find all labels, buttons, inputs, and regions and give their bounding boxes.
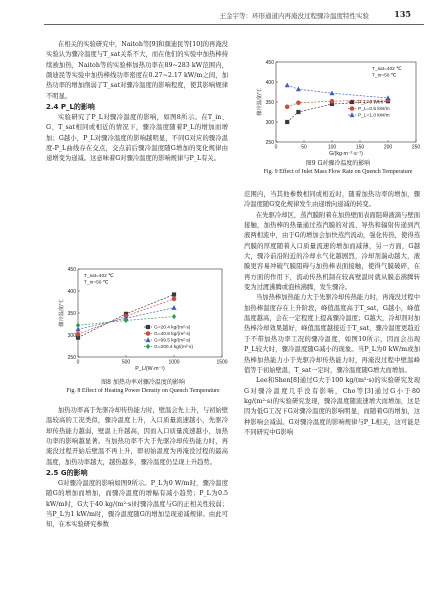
right-column-text [244, 190, 420, 438]
legend-marker [146, 331, 151, 336]
fig8-caption-en: Fig. 8 Effect of Heating Power Density on Quench Temperature [66, 388, 220, 394]
left-column-bottom [46, 406, 228, 531]
x-tick-label: 250 [411, 144, 420, 151]
y-tick-label: 300 [67, 332, 76, 339]
chart-annotation: T_in=50 ℃ [84, 280, 109, 286]
x-tick-label: 100 [327, 144, 337, 151]
y-tick-label: 450 [265, 59, 274, 66]
legend-label: G=99.5 kg/(m²·s) [154, 338, 191, 344]
data-point [172, 305, 177, 310]
x-tick-label: 150 [355, 144, 365, 151]
fig8-chart [48, 265, 228, 377]
section-heading-g: 2.5 G的影响 [46, 469, 88, 478]
fig8-caption-cn: 图8 加热功率对骤冷温度的影响 [101, 379, 185, 386]
data-point [172, 292, 176, 296]
paragraph: 实验研究了P_L对骤冷温度的影响，如图8所示。在T_in、G、T_sat相同或相近的情况下，骤冷温度随着P_L的增加而增加；G越小，P_L对骤冷温度的影响越明显，不同G对应的骤冷温度-P_L曲线存在交点，交点前后骤冷温度随G增加的变化规律由递增变为递减。这意味着G对骤冷温度的影响规律与P_L有关。 [46, 114, 228, 163]
running-title: 王金宇等：环形通道内再淹没过程骤冷温度特性实验 [219, 12, 369, 20]
data-point [285, 83, 290, 88]
figure-9-captions [244, 160, 420, 176]
series-line [287, 85, 388, 98]
x-tick-label: 1500 [216, 359, 228, 366]
y-tick-label: 400 [265, 79, 274, 86]
chart-annotation: T_in=50 ℃ [372, 73, 397, 79]
paragraph: 加热功率高于先驱冷却传热能力时，壁温会先上升，与初始壁温较高的工况类似，骤冷温度上升，入口质量流速越小，先驱冷却传热能力越弱，壁温上升越高，因而入口质量流速越小，加热功率的影响越显著。当加热功率不大于先驱冷却传热能力时，再淹没过程开始后壁温不再上升，即初始温度为再淹没过程的最高温度，加热功率越大，越热越多，骤冷温度仍呈现上升趋势。 [46, 407, 229, 466]
y-tick-label: 350 [265, 99, 274, 106]
x-tick-label: 0 [76, 359, 80, 366]
data-point [386, 95, 391, 100]
x-axis-label: P_L/(W·m⁻¹) [135, 366, 165, 372]
data-point [296, 110, 300, 114]
y-tick-label: 400 [67, 288, 76, 295]
legend-label: G=200.4 kg/(m²·s) [154, 345, 194, 351]
y-axis-label: 骤冷温度/℃ [257, 88, 263, 116]
paragraph: Lee和Shen[8]通过G大于100 kg/(m²·s)的实验研究发现G对骤冷温度几乎没有影响，Cho等[3]通过G小于80 kg/(m²·s)的实验研究发现，骤冷温度随流速增大而增加，这是因为低G工况下G对骤冷温度的影响明显，而随着G的增加，这种影响会减弱。G对骤冷温度的影响规律与P_L相关，这可能是不同研究中G影响 [244, 377, 420, 436]
fig9-caption-en: Fig. 9 Effect of Inlet Mass Flow Rate on Quench Temperature [263, 169, 413, 175]
paragraph: 当加热棒加热能力大于先驱冷却传热能力时，再淹没过程中加热棒温度存在上升阶段，峰值温度高于T_sat，G越小，峰值温度越高，会在一定程度上提高骤冷温度；G越大，冷却剂对加热棒冷却效果越好，峰值温度越接近于T_sat，骤冷温度更趋近于不带加热功率工况的骤冷温度，如图10所示，因而会出现P_L较大时，骤冷温度随G减小的现象。当P_L为0 kW/m或加热棒加热能力小于先驱冷却传热能力时，再淹没过程中壁温峰值等于初始壁温，T_sat一定时，骤冷温度随G增大而增加。 [244, 294, 420, 374]
chart-annotation: T_sat=402 ℃ [372, 67, 402, 72]
figure-8-captions [46, 379, 228, 395]
legend-marker [146, 337, 151, 342]
y-axis-label: 骤冷温度/℃ [59, 299, 65, 327]
data-point [76, 323, 80, 328]
data-point [76, 332, 81, 337]
legend-label: P_L=0 W/m [358, 100, 384, 106]
data-point [285, 105, 290, 110]
paragraph: 范围内，当其他参数相同或相近时，随着加热功率的增加，骤冷温度随G变化规律发生由递增向递减的转变。 [244, 191, 420, 209]
section-heading-pl: 2.4 P_L的影响 [46, 103, 95, 112]
data-point [296, 87, 301, 92]
legend-marker [350, 106, 355, 111]
legend-label: G=20.4 kg/(m²·s) [154, 325, 191, 331]
x-tick-label: 1000 [168, 359, 180, 366]
data-point [172, 297, 177, 302]
paragraph: 在先驱冷却区，蒸汽膜附着在加热壁面表面阻碍液滴与壁面接触，加热棒的热量通过蒸汽膜的对流、导热和辐射传递到汽液两相流中，由于G的增加会加快蒸汽流动，强化传热，使得蒸汽膜的厚度随着入口质量流速的增加而减薄，另一方面，G越大，骤冷前沿附近的冷却水气化越剧烈，冷却剂湍动越大，液膜更容易冲破气膜阻碍与加热棒表面接触，使得气膜破碎，在再方面的作用下，流动传热机制在较高壁温时就从膜态沸腾转变为过渡沸腾或泡核沸腾，发生骤冷。 [244, 211, 420, 292]
x-tick-label: 500 [121, 359, 131, 366]
data-point [285, 120, 289, 124]
x-tick-label: 50 [301, 144, 307, 151]
y-tick-label: 250 [265, 139, 274, 146]
fig9-chart [248, 58, 420, 160]
y-tick-label: 300 [265, 119, 274, 126]
x-tick-label: 0 [274, 144, 278, 151]
y-tick-label: 250 [67, 354, 76, 361]
page-number: 135 [394, 9, 411, 19]
figure-9 [248, 58, 420, 160]
legend-label: G=40.8 kg/(m²·s) [154, 332, 191, 338]
left-column-top [46, 40, 228, 165]
legend-marker [146, 344, 150, 349]
x-tick-label: 200 [383, 144, 393, 151]
header-rule [44, 24, 424, 25]
figure-8 [48, 265, 228, 377]
paragraph: 在相关的实验研究中，Naitoh等[9]和颜迪民等[10]的再淹没实验认为骤冷温度与T_sat关系不大，而在他们的实验中加热棒持续被加热，Naitoh等的实验棒加热功率在89~283 kW范围内，颜迪民等实验中加热棒线功率密度在0.27~2.17 kW/m之间，加热功率的增加削弱了T_sat对骤冷温度的影响程度，使其影响规律不明显。 [46, 41, 228, 100]
y-tick-label: 450 [67, 266, 76, 273]
legend-marker [350, 112, 355, 117]
chart-annotation: T_sat=402 ℃ [84, 274, 114, 279]
legend-label: P_L=0.5 kW/m [358, 107, 390, 113]
paragraph: G对骤冷温度的影响如图9所示。P_L为0 W/m时，骤冷温度随G的增加而增加，而骤冷温度的增幅有减小趋势；P_L为0.5 kW/m时，G大于40 kg/(m²·s)时骤冷温度与G的正相关性较弱；当P_L为1 kW/m时，骤冷温度随G的增加呈现递减规律。由此可知，在本实验研究参数 [46, 480, 228, 529]
data-point [296, 101, 301, 106]
legend-label: P_L=1.0 kW/m [358, 113, 390, 119]
data-point [172, 314, 176, 319]
y-tick-label: 350 [67, 310, 76, 317]
x-axis-label: G/(kg·m⁻²·s⁻¹) [329, 151, 363, 157]
fig9-caption-cn: 图9 G对骤冷温度的影响 [305, 160, 371, 167]
data-point [330, 99, 335, 104]
legend-marker [146, 325, 150, 329]
